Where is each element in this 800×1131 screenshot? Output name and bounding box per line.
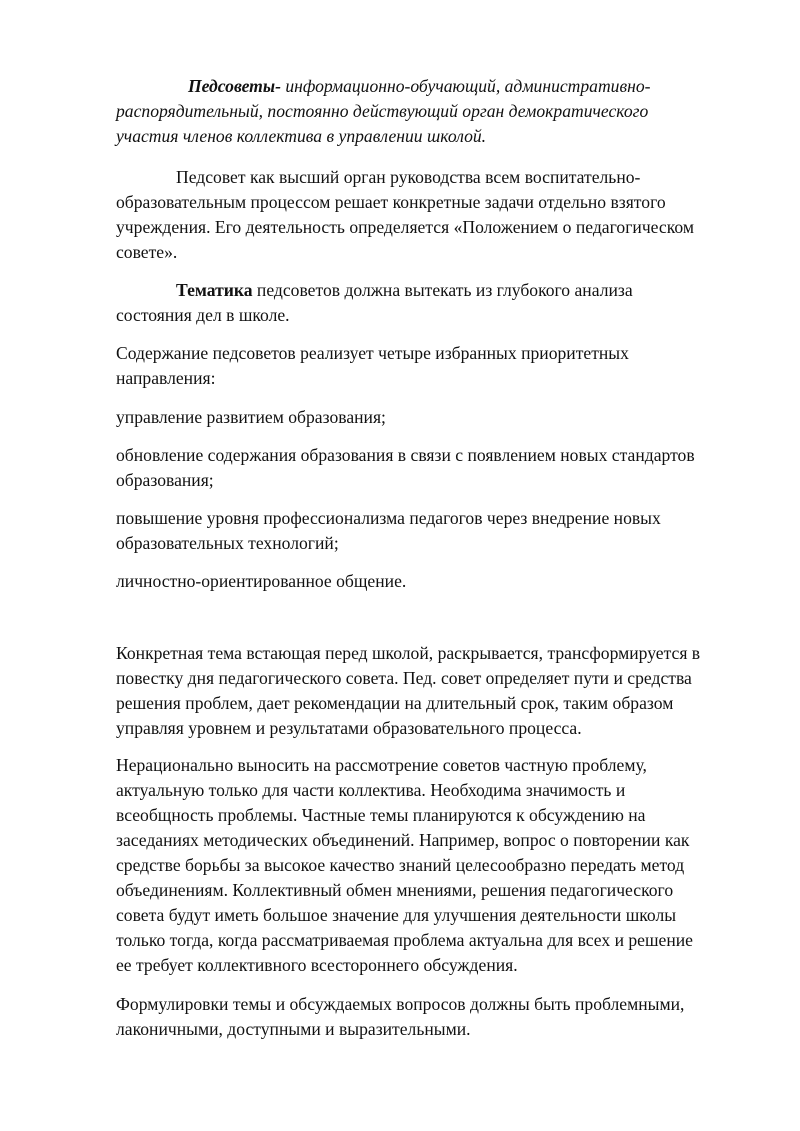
topics-text: педсоветов должна вытекать из глубокого анализа состояния дел в школе. bbox=[116, 280, 633, 325]
definition-text: информационно-обучающий, административно- распорядительный, постоянно действующий орган демократического участия членов коллектива в управлении школой. bbox=[116, 76, 651, 146]
paragraph-topics bbox=[116, 278, 752, 328]
paragraph-supreme-body: Педсовет как высший орган руководства всем воспитательно- образовательным процессом решает конкретные задачи отдельно взятого учреждения. Его деятельность определяется «Положением о педагогическом совете». bbox=[116, 167, 694, 262]
term-pedsovety: Педсоветы- bbox=[188, 76, 281, 96]
term-tematika: Тематика bbox=[176, 280, 253, 300]
list-item-direction-1: управление развитием образования; bbox=[116, 407, 386, 427]
paragraph-specific-topic: Конкретная тема встающая перед школой, раскрывается, трансформируется в повестку дня педагогического совета. Пед. совет определяет пути и средства решения проблем, дает рекомендации на длительный срок, таким образом управляя уровнем и результатами образовательного процесса. bbox=[116, 643, 701, 738]
list-item-direction-4: личностно-ориентированное общение. bbox=[116, 571, 407, 591]
list-item-direction-2: обновление содержания образования в связи с появлением новых стандартов образования; bbox=[116, 445, 695, 490]
paragraph-irrational: Нерационально выносить на рассмотрение советов частную проблему, актуальную только для части коллектива. Необходима значимость и всеобщность проблемы. Частные темы планируются к обсуждению на заседаниях методических объединений. Например, вопрос о повторении как средстве борьбы за высокое качество знаний целесообразно передать метод объединениям. Коллективный обмен мнениями, решения педагогического совета будут иметь большое значение для улучшения деятельности школы только тогда, когда рассматриваемая проблема актуальна для всех и решение ее требует коллективного всестороннего обсуждения. bbox=[116, 755, 693, 975]
list-item-direction-3: повышение уровня профессионализма педагогов через внедрение новых образовательных технологий; bbox=[116, 508, 661, 553]
paragraph-definition bbox=[116, 74, 752, 149]
paragraph-formulations: Формулировки темы и обсуждаемых вопросов должны быть проблемными, лаконичными, доступными и выразительными. bbox=[116, 994, 685, 1039]
paragraph-directions-intro: Содержание педсоветов реализует четыре избранных приоритетных направления: bbox=[116, 343, 629, 388]
